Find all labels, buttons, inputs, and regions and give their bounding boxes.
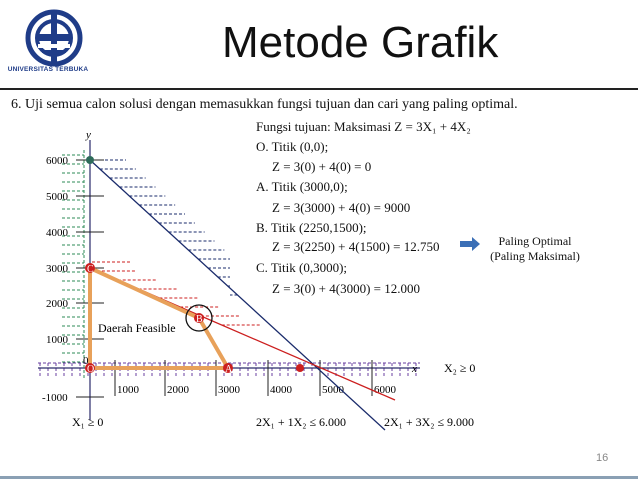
origin-label: 0 (83, 355, 89, 367)
constraint-x1-label: X₁ ≥ 0 (72, 415, 104, 429)
point-b-evaluation: Z = 3(2250) + 4(1500) = 12.750 (272, 239, 440, 254)
x-tick-label: 3000 (218, 384, 240, 396)
point-c-label: C (87, 264, 94, 275)
objective-function: Fungsi tujuan: Maksimasi Z = 3X₁ + 4X₂ (256, 119, 471, 134)
constraint-x2-label: X₂ ≥ 0 (444, 361, 476, 375)
constraint-1-label: 2X₁ + 1X₂ ≤ 6.000 (256, 415, 347, 429)
point-c-title: C. Titik (0,3000); (256, 260, 348, 275)
step-instruction: 6. Uji semua calon solusi dengan memasukkan fungsi tujuan dan cari yang paling optimal. (11, 97, 518, 112)
y-tick-label: 2000 (46, 298, 68, 310)
point-b-title: B. Titik (2250,1500); (256, 220, 367, 235)
point-o-evaluation: Z = 3(0) + 4(0) = 0 (272, 159, 372, 174)
arrow-right-icon (460, 237, 480, 251)
y-tick-label: -1000 (42, 392, 68, 404)
optimal-note (482, 234, 588, 264)
x-tick-label: 6000 (374, 384, 396, 396)
y-axis-label: y (86, 129, 91, 141)
feasible-region-label: Daerah Feasible (98, 321, 176, 335)
point-a-title: A. Titik (3000,0); (256, 179, 348, 194)
intercept-point (296, 364, 304, 372)
optimal-note-line1: Paling Optimal (498, 234, 572, 248)
y-tick-label: 5000 (46, 191, 68, 203)
logo-text: UNIVERSITAS TERBUKA (7, 66, 89, 73)
point-a-label: A (225, 364, 233, 375)
point-o-title: O. Titik (0,0); (256, 139, 329, 154)
page-number: 16 (596, 452, 609, 464)
x-tick-label: 1000 (117, 384, 139, 396)
y-tick-label: 1000 (46, 334, 68, 346)
feasible-region-boundary (90, 268, 228, 368)
x-tick-label: 4000 (270, 384, 292, 396)
x-tick-label: 2000 (167, 384, 189, 396)
x-axis-label: x (412, 363, 417, 375)
page-title: Metode Grafik (222, 18, 499, 67)
y-tick-label: 3000 (46, 263, 68, 275)
constraint-hatching (40, 155, 416, 378)
point-b-label: B (196, 314, 203, 325)
constraint-2-label: 2X₁ + 3X₂ ≤ 9.000 (384, 415, 475, 429)
point-c-evaluation: Z = 3(0) + 4(3000) = 12.000 (272, 281, 421, 296)
y-tick-label: 6000 (46, 155, 68, 167)
point-o-label: O (87, 364, 95, 375)
y-tick-label: 4000 (46, 227, 68, 239)
y-intercept-point (86, 156, 94, 164)
point-a-evaluation: Z = 3(3000) + 4(0) = 9000 (272, 200, 411, 215)
optimal-note-line2: (Paling Maksimal) (490, 249, 580, 263)
x-tick-label: 5000 (322, 384, 344, 396)
